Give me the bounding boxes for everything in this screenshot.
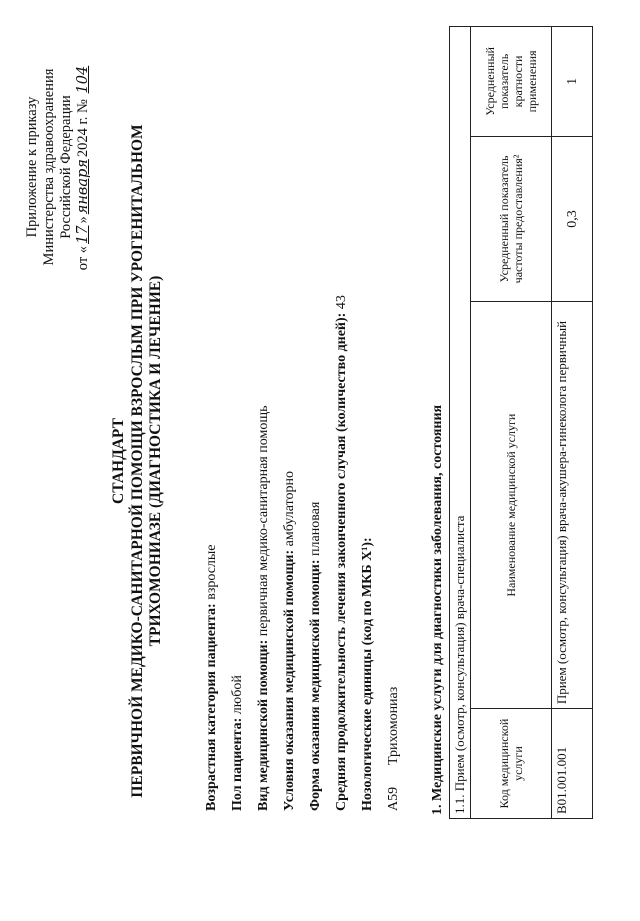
- section-1-title: 1. Медицинские услуги для диагностики заболевания, состояния: [430, 404, 445, 815]
- standard-title: [110, 121, 165, 801]
- field-label: Возрастная категория пациента:: [204, 603, 219, 811]
- order-number: 104: [75, 65, 91, 94]
- appendix-block: [24, 47, 92, 287]
- field-label: Форма оказания медицинской помощи:: [308, 559, 323, 811]
- field-label: Пол пациента:: [230, 717, 245, 811]
- field-nosology: [359, 91, 385, 811]
- field-sex: [229, 91, 255, 811]
- field-value: взрослые: [204, 544, 219, 600]
- field-value: 43: [334, 295, 349, 310]
- order-date-line: [75, 47, 92, 287]
- field-age: [203, 91, 229, 811]
- service-code: B01.001.001: [552, 709, 593, 819]
- field-label: Нозологические единицы (код по МКБ X¹):: [360, 537, 375, 811]
- field-label: Средняя продолжительность лечения законченного случая (количество дней):: [334, 312, 349, 811]
- title-line-2: ТРИХОМОНИАЗЕ (ДИАГНОСТИКА И ЛЕЧЕНИЕ): [147, 275, 164, 647]
- appendix-line-1: Приложение к приказу: [24, 96, 40, 238]
- title-main: СТАНДАРТ: [110, 418, 127, 504]
- date-month: января: [75, 159, 91, 215]
- header-multiplicity: Усредненный показатель кратности применения: [471, 27, 552, 137]
- field-label: Условия оказания медицинской помощи:: [282, 549, 297, 811]
- field-form: [307, 91, 333, 811]
- nosology-code: A59: [386, 786, 401, 811]
- service-multiplicity: 1: [552, 27, 593, 137]
- service-frequency: 0,3: [552, 136, 593, 301]
- date-mid: »: [75, 216, 91, 224]
- appendix-line-3: Российской Федерации: [58, 95, 74, 239]
- nosology-entry: [385, 91, 411, 811]
- subsection-title: 1.1. Прием (осмотр, консультация) врача-специалиста: [450, 27, 471, 819]
- nosology-name: Трихомониаз: [386, 686, 401, 765]
- header-frequency: Усредненный показатель частоты предоставления²: [471, 136, 552, 301]
- date-prefix: от «: [75, 245, 91, 271]
- title-line-1: ПЕРВИЧНОЙ МЕДИКО-САНИТАРНОЙ ПОМОЩИ ВЗРОСЛЫМ ПРИ УРОГЕНИТАЛЬНОМ: [129, 124, 146, 798]
- field-value: амбулаторно: [282, 471, 297, 547]
- field-value: плановая: [308, 501, 323, 556]
- field-value: любой: [230, 675, 245, 715]
- date-day: 17: [75, 225, 91, 244]
- header-name: Наименование медицинской услуги: [471, 302, 552, 709]
- date-suffix: г. №: [75, 99, 91, 125]
- header-code: Код медицинской услуги: [471, 709, 552, 819]
- services-table: [449, 26, 593, 819]
- field-conditions: [281, 91, 307, 811]
- service-name: Прием (осмотр, консультация) врача-акушера-гинеколога первичный: [552, 302, 593, 709]
- field-label: Вид медицинской помощи:: [256, 639, 271, 811]
- field-care-type: [255, 91, 281, 811]
- table-header-row: [471, 27, 552, 819]
- date-year: 2024: [75, 128, 91, 158]
- field-value: первичная медико-санитарная помощь: [256, 405, 271, 637]
- field-duration: [333, 91, 359, 811]
- table-row: [552, 27, 593, 819]
- appendix-line-2: Министерства здравоохранения: [41, 68, 57, 266]
- standard-fields: [203, 91, 411, 811]
